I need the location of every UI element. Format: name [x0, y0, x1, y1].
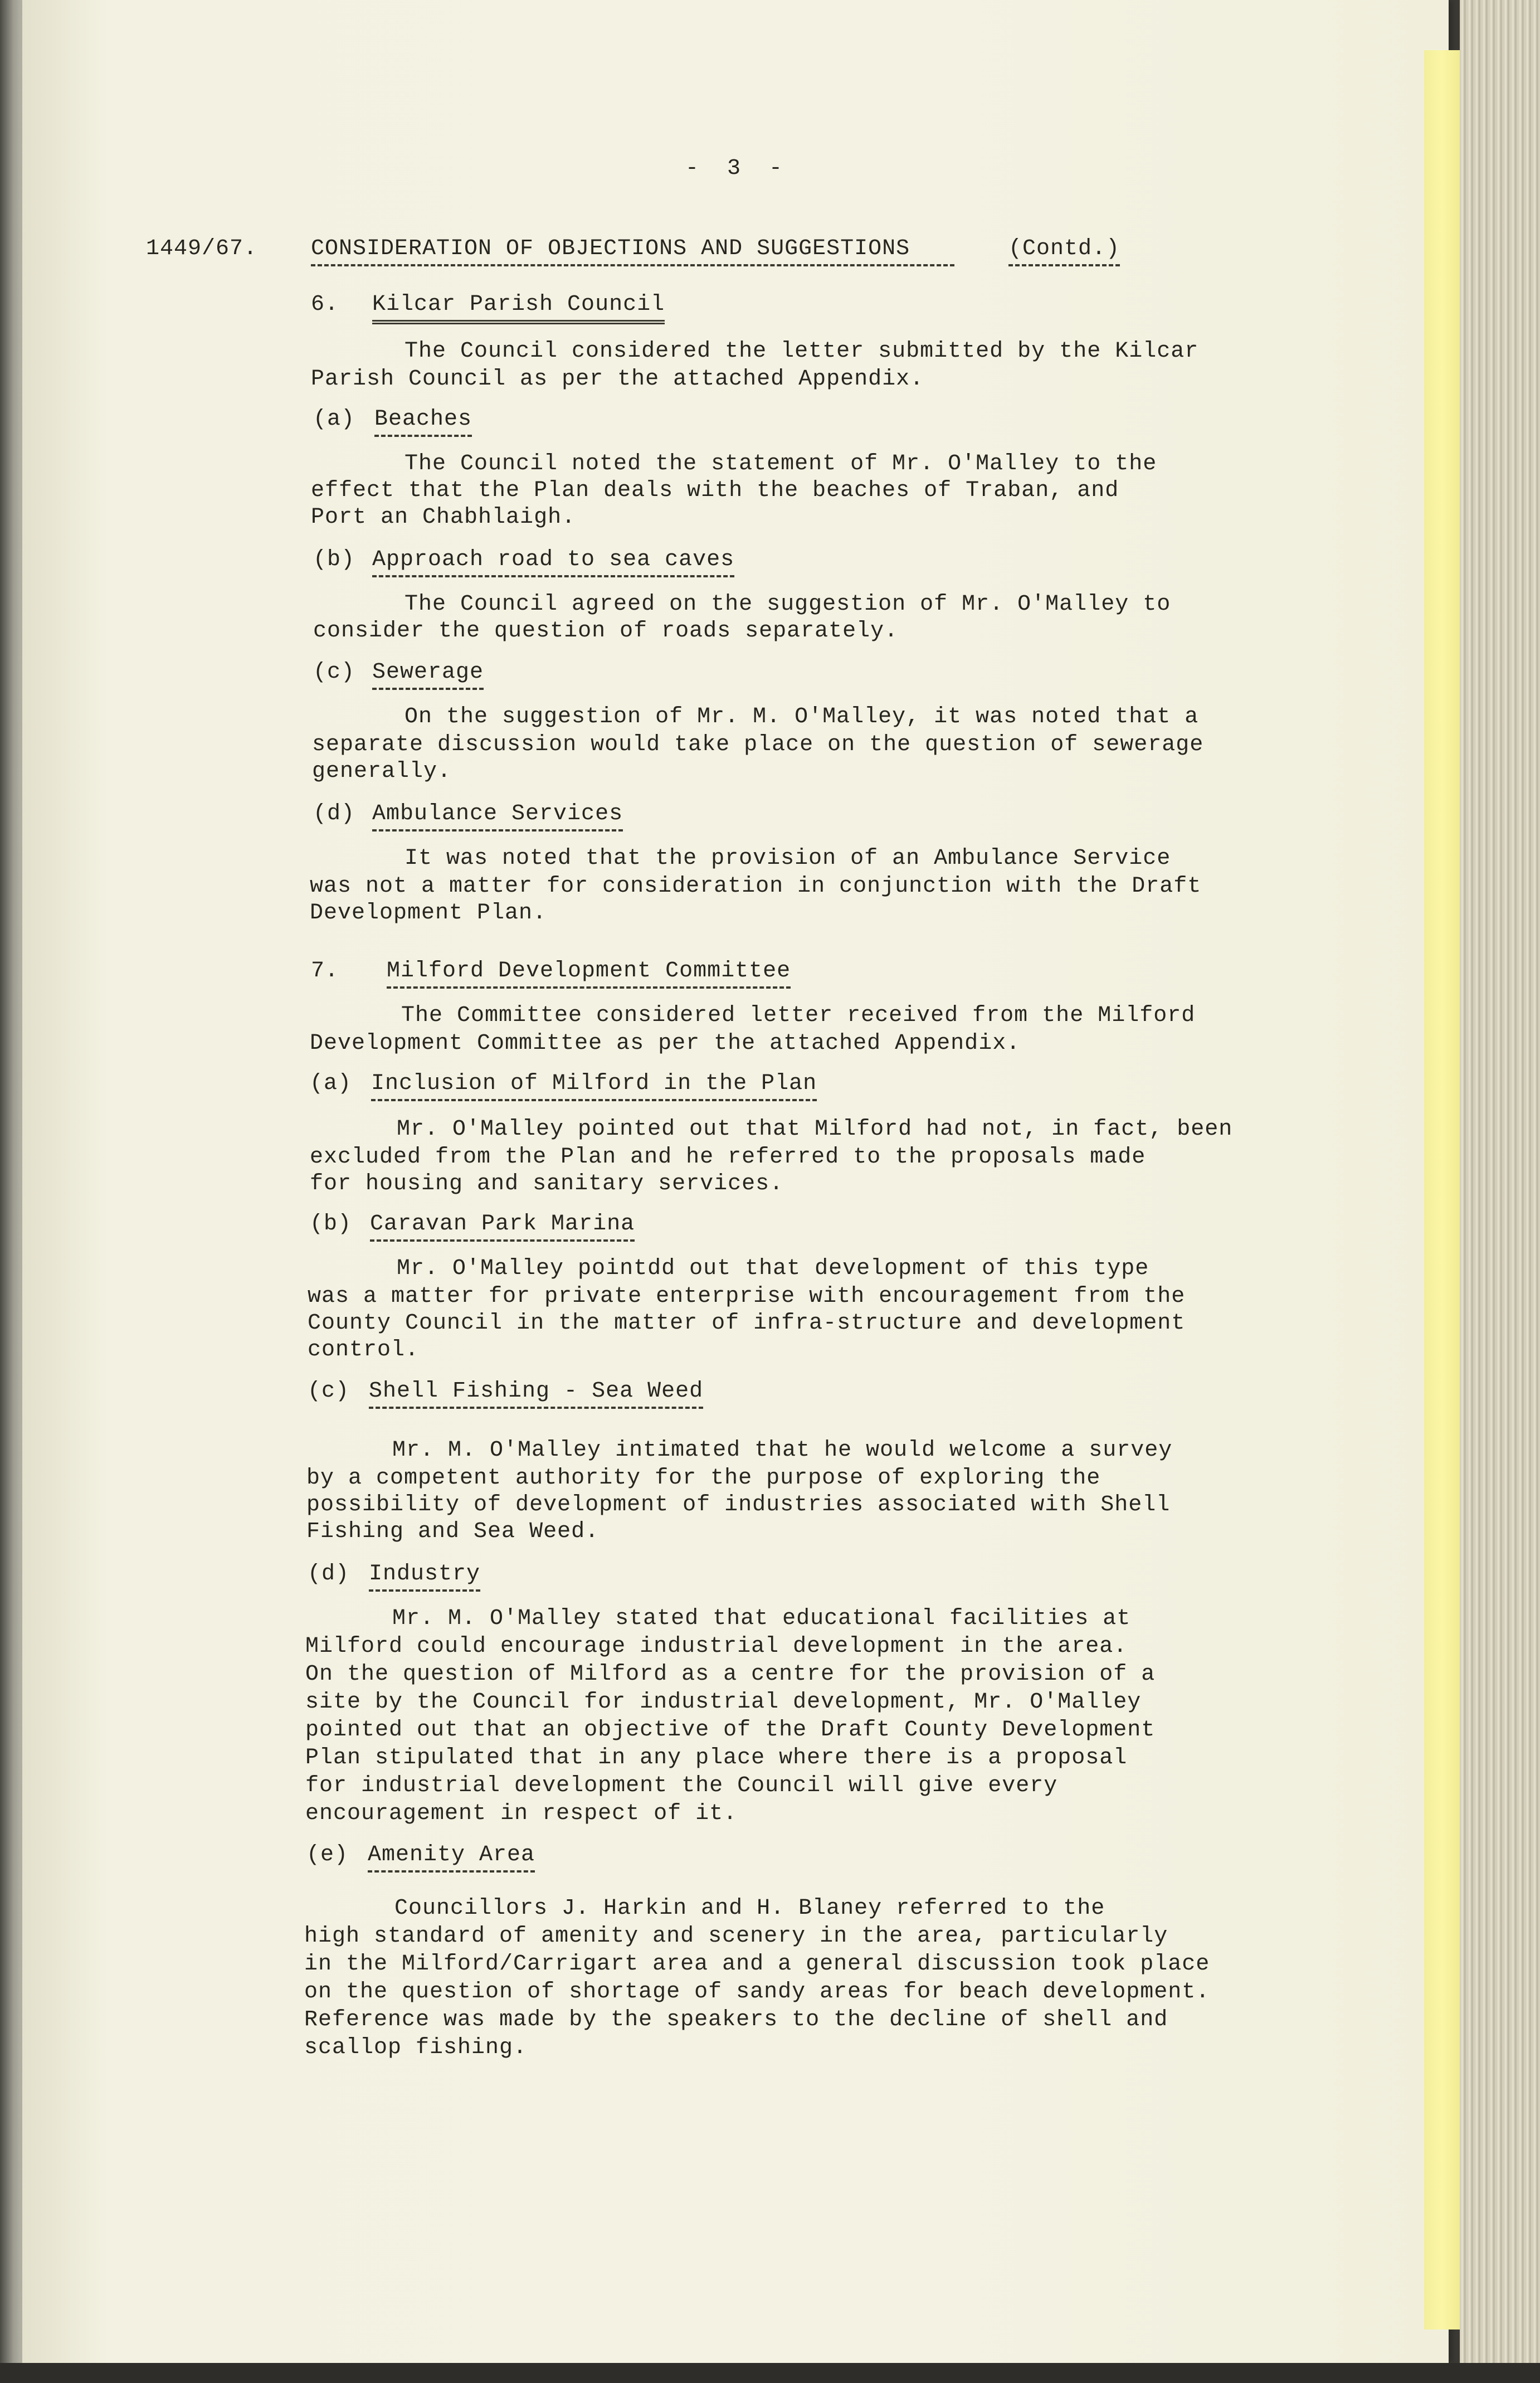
item-7e-line-6: scallop fishing. [304, 2035, 528, 2060]
item-7e-line-1: Councillors J. Harkin and H. Blaney referred to the [394, 1896, 1105, 1921]
item-7e-title: Amenity Area [368, 1841, 535, 1873]
item-7d-line-1: Mr. M. O'Malley stated that educational facilities at [392, 1606, 1131, 1631]
item-7b-line-2: was a matter for private enterprise with encouragement from the [308, 1284, 1186, 1309]
item-7c-line-4: Fishing and Sea Weed. [306, 1519, 600, 1544]
section-6-intro-line-1: The Council considered the letter submitted by the Kilcar [405, 339, 1199, 364]
item-6d-label: (d) [313, 801, 355, 826]
stacked-page-edges [1460, 0, 1540, 2383]
item-7a-line-3: for housing and sanitary services. [310, 1171, 784, 1197]
item-7b-line-1: Mr. O'Malley pointdd out that development of this type [397, 1256, 1149, 1281]
item-7b-line-3: County Council in the matter of infra-structure and development [308, 1311, 1186, 1336]
section-6-intro-line-2: Parish Council as per the attached Appendix. [311, 367, 924, 392]
item-7a-line-1: Mr. O'Malley pointed out that Milford had not, in fact, been [397, 1117, 1233, 1142]
item-7d-label: (d) [308, 1562, 350, 1587]
section-6-title: Kilcar Parish Council [372, 291, 665, 324]
page-number: - 3 - [685, 156, 783, 181]
item-7e-line-5: Reference was made by the speakers to the decline of shell and [304, 2007, 1168, 2032]
yellow-tab-strip [1424, 50, 1460, 2329]
item-7b-line-4: control. [308, 1338, 420, 1363]
item-6b-line-1: The Council agreed on the suggestion of Mr. O'Malley to [405, 592, 1171, 617]
item-7a-title: Inclusion of Milford in the Plan [371, 1070, 817, 1101]
item-7b-label: (b) [310, 1212, 352, 1237]
heading-contd: (Contd.) [1008, 235, 1120, 266]
item-6a-label: (a) [313, 407, 355, 432]
item-6b-line-2: consider the question of roads separately. [313, 619, 899, 644]
item-6c-line-3: generally. [312, 759, 452, 784]
item-7e-line-4: on the question of shortage of sandy areas for beach development. [304, 1980, 1210, 2005]
item-7c-title: Shell Fishing - Sea Weed [369, 1378, 703, 1409]
item-7d-line-6: Plan stipulated that in any place where there is a proposal [305, 1745, 1128, 1771]
item-7d-title: Industry [369, 1560, 480, 1592]
item-7a-label: (a) [310, 1071, 352, 1096]
section-7-number: 7. [311, 959, 339, 984]
item-7d-line-2: Milford could encourage industrial development in the area. [305, 1634, 1128, 1659]
item-7e-line-3: in the Milford/Carrigart area and a general discussion took place [304, 1952, 1210, 1977]
section-7-title: Milford Development Committee [387, 957, 791, 989]
item-6a-title: Beaches [374, 406, 472, 437]
item-7c-line-3: possibility of development of industries associated with Shell [306, 1492, 1171, 1518]
item-7c-line-1: Mr. M. O'Malley intimated that he would welcome a survey [392, 1438, 1173, 1463]
item-7a-line-2: excluded from the Plan and he referred to the proposals made [310, 1145, 1146, 1170]
section-7-intro-line-1: The Committee considered letter received from the Milford [401, 1003, 1196, 1028]
item-6c-line-2: separate discussion would take place on the question of sewerage [312, 732, 1204, 757]
item-7d-line-5: pointed out that an objective of the Draft County Development [305, 1718, 1156, 1743]
item-6c-line-1: On the suggestion of Mr. M. O'Malley, it was noted that a [405, 704, 1199, 730]
item-7c-label: (c) [308, 1379, 350, 1404]
item-6a-line-1: The Council noted the statement of Mr. O'Malley to the [405, 451, 1157, 476]
item-7b-title: Caravan Park Marina [370, 1210, 635, 1242]
item-7d-line-3: On the question of Milford as a centre for the provision of a [305, 1662, 1156, 1687]
minute-reference: 1449/67. [146, 236, 258, 261]
section-6-number: 6. [311, 292, 339, 317]
item-6d-line-2: was not a matter for consideration in conjunction with the Draft [310, 874, 1202, 899]
item-7d-line-7: for industrial development the Council will give every [305, 1773, 1058, 1798]
bottom-shadow [0, 2363, 1540, 2383]
item-6d-line-1: It was noted that the provision of an Ambulance Service [405, 846, 1171, 871]
item-6a-line-2: effect that the Plan deals with the beaches of Traban, and [311, 478, 1119, 503]
item-7d-line-4: site by the Council for industrial development, Mr. O'Malley [305, 1690, 1142, 1715]
item-7d-line-8: encouragement in respect of it. [305, 1801, 738, 1826]
item-6c-label: (c) [313, 660, 355, 685]
item-7c-line-2: by a competent authority for the purpose of exploring the [306, 1466, 1101, 1491]
item-7e-line-2: high standard of amenity and scenery in the area, particularly [304, 1924, 1168, 1949]
main-heading: CONSIDERATION OF OBJECTIONS AND SUGGESTIONS [311, 235, 954, 266]
item-7e-label: (e) [306, 1842, 349, 1868]
item-6c-title: Sewerage [372, 659, 484, 690]
item-6b-title: Approach road to sea caves [372, 546, 734, 577]
section-7-intro-line-2: Development Committee as per the attached Appendix. [310, 1031, 1021, 1056]
item-6b-label: (b) [313, 547, 355, 572]
item-6d-title: Ambulance Services [372, 800, 623, 831]
item-6d-line-3: Development Plan. [310, 901, 547, 926]
item-6a-line-3: Port an Chabhlaigh. [311, 505, 576, 530]
